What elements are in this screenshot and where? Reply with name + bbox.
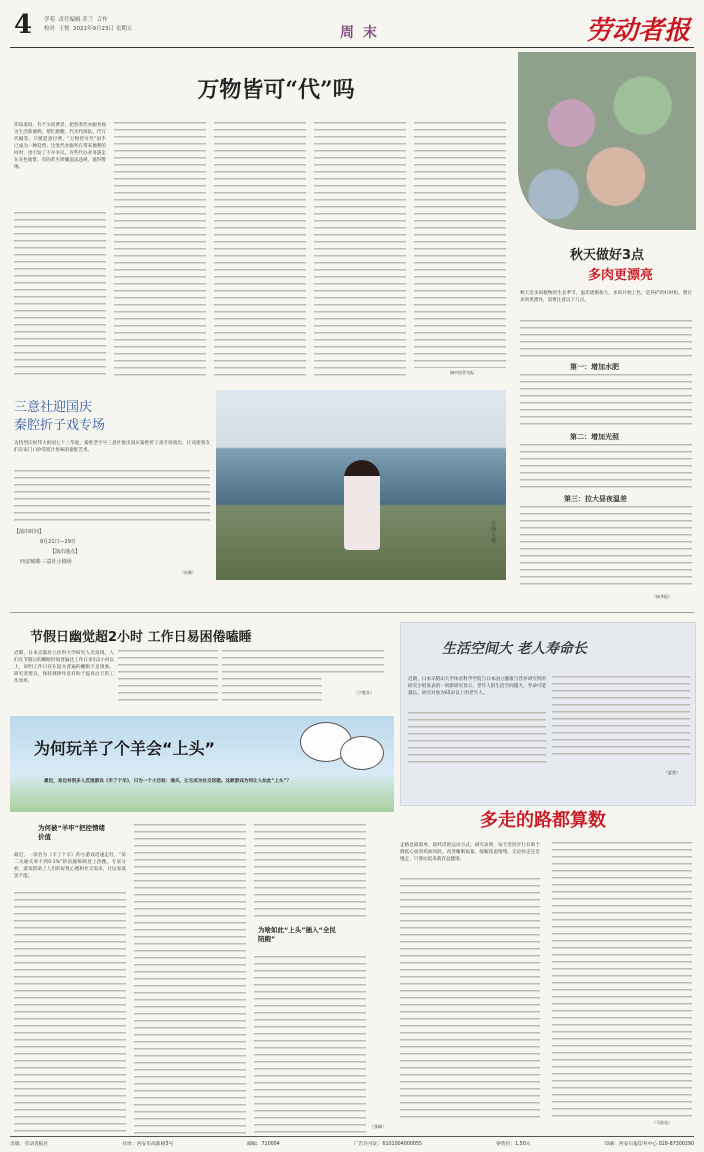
article2-heading-2: 第二：增加光照 [570, 433, 619, 441]
article5-columns [552, 676, 690, 760]
article6-title: 为何玩羊了个羊会“上头” [34, 739, 216, 758]
article2-title-red: 多肉更漂亮 [588, 268, 654, 283]
article7-columns [400, 878, 540, 1118]
article7-credit: （马滨良） [652, 1120, 672, 1125]
article1-body: 你知道吗，有不少消费者，把各类代办服务视为生活新便利。帮忙跑腿、代买代排队、代写代做等，只要愿意付费，“万物皆可代”似乎已成为一种趋势。这类代办服务在带来便利的同时，也引发了不少争议。有些代办业务游走在灰色地带，有的甚至涉嫌违法违规，值得警惕。 [14, 123, 106, 170]
footer-publisher: 出版：劳动者报社 [10, 1142, 49, 1147]
article4-columns [288, 650, 384, 678]
article3-body: 为热烈庆祝伟大祖国七十三华诞，秦腔老字号三意社推出国庆秦腔折子戏专场演出，让戏迷朋友们在家门口欣赏原汁原味的秦腔艺术。 [14, 441, 210, 453]
article3-info-time: 9月21日—29日 [40, 539, 76, 545]
meta-value: 合作 [96, 17, 108, 23]
meta-date: 2022年9月23日 星期五 [73, 26, 133, 32]
article1-columns [14, 212, 106, 380]
masthead-logo: 劳动者报 [585, 16, 690, 46]
article6-columns [254, 956, 366, 1136]
article3-caption: 文·图 王悦 [490, 520, 496, 544]
article2-body: 秋天是多肉植物的生长季节，温差逐渐加大，多肉开始上色，是养护的好时机。想让多肉更漂亮，需要注意以下几点。 [520, 291, 692, 303]
article4-title: 节假日幽觉超2小时 工作日易困倦嗑睡 [30, 630, 252, 645]
article7-columns [552, 842, 692, 1118]
footer-address: 社址：西安市高新路3号 [122, 1142, 174, 1147]
opera-photo [216, 390, 506, 580]
article1-columns [214, 122, 306, 380]
page-footer [10, 1136, 694, 1150]
article3-credit: （孙静） [180, 570, 196, 575]
article1-title-box [176, 68, 376, 108]
article4-credit: （宁鹿宣） [354, 690, 374, 695]
article2-title: 秋天做好3点 [570, 248, 645, 263]
article3-title: 三意社迎国庆 [14, 400, 93, 415]
footer-price: 零售价：1.50元 [495, 1142, 531, 1147]
page-number: 4 [14, 10, 33, 40]
article1-columns [314, 122, 406, 380]
article6-credit: （张峰） [370, 1124, 386, 1129]
article4-body: 近期，日本京都府立医科大学研究人员发现，人们在节假日的睡眠时间普遍比工作日多出2小时以上，说明工作日存在较为普遍的睡眠不足现象。研究者建议，保持规律作息有助于提高白天的工作效率。 [14, 651, 114, 684]
article3-columns [14, 470, 210, 522]
divider-line [10, 612, 694, 613]
article3-title-2: 秦腔折子戏专场 [14, 418, 106, 433]
article2-heading-3: 第三：拉大昼夜温差 [564, 495, 627, 503]
article2-heading-1: 第一：增加水肥 [570, 363, 619, 371]
article6-subtitle-2: 为啥如此“上头”插入“全民陪跑” [258, 926, 336, 943]
article1-credit: 摘中国青年报 [450, 370, 474, 375]
header-meta [44, 16, 132, 34]
article7-title: 多走的路都算数 [480, 810, 606, 831]
meta-label: 校对 [44, 26, 56, 32]
article4-columns [118, 650, 218, 706]
footer-license: 广告许可证：6101004000055 [353, 1142, 423, 1147]
section-title: 周 末 [340, 25, 379, 41]
sheep-icon [340, 736, 384, 770]
article2-columns [520, 320, 692, 360]
article1-columns [114, 122, 206, 380]
article6-lead: 最近，身边有很多人沉迷游戏《羊了个羊》，只为一个小目标：通关，让它成为社交话题。这款游戏为何让人如此“上头”？ [44, 779, 292, 784]
article1-title: 万物皆可“代”吗 [197, 76, 355, 103]
article2-credit: （杨华振） [652, 594, 672, 599]
article5-body: 近期，日本早稻田大学体育科学学院与日本国立健康与营养研究所的研究小组发表的一项新研究显示，老年人的生活空间越大，寿命可能越长。研究对象为65岁以上的老年人。 [408, 677, 546, 696]
footer-postcode: 邮编：710004 [247, 1142, 280, 1147]
article3-place-label: 【演出地点】 [50, 549, 81, 555]
article3-place: 西安城墙·三意社小剧场 [20, 559, 72, 565]
article2-columns [520, 444, 692, 492]
article5-columns [408, 712, 546, 768]
performer-figure [344, 460, 380, 550]
article6-body: 最近，一款名为《羊了个羊》的小游戏迅速走红，“第二关通关率不到0.1%”的话题频频登上热搜。专家分析，游戏借助了人们的好胜心理和社交需求，让玩家欲罢不能。 [14, 853, 126, 879]
page-header [10, 8, 694, 48]
footer-printer: 印刷：西安日报印务中心 029-87300290 [604, 1142, 694, 1147]
succulent-photo [518, 52, 696, 230]
article1-columns [414, 122, 506, 368]
article6-subtitle-1: 为何被“羊牢”把控情绪价值 [38, 824, 106, 841]
article7-body: 走路是最简单、最经济的运动方式。研究表明，每天坚持步行有助于降低心血管疾病风险，改善睡眠质量，缓解焦虑情绪。无论快走还是慢走，只要动起来就有益健康。 [400, 843, 540, 862]
article6-columns [254, 824, 366, 920]
article6-columns [134, 824, 246, 1136]
article2-columns [520, 506, 692, 590]
article5-title: 生活空间大 老人寿命长 [442, 641, 587, 657]
meta-value: 王悦 [58, 26, 70, 32]
meta-value: 责任编辑 乔兰 [58, 17, 94, 23]
article5-credit: （夏勃） [664, 770, 680, 775]
meta-label: 学苑 [44, 17, 56, 23]
article2-columns [520, 374, 692, 430]
article6-columns [14, 892, 126, 1136]
article3-info-label: 【演出时间】 [14, 529, 45, 535]
